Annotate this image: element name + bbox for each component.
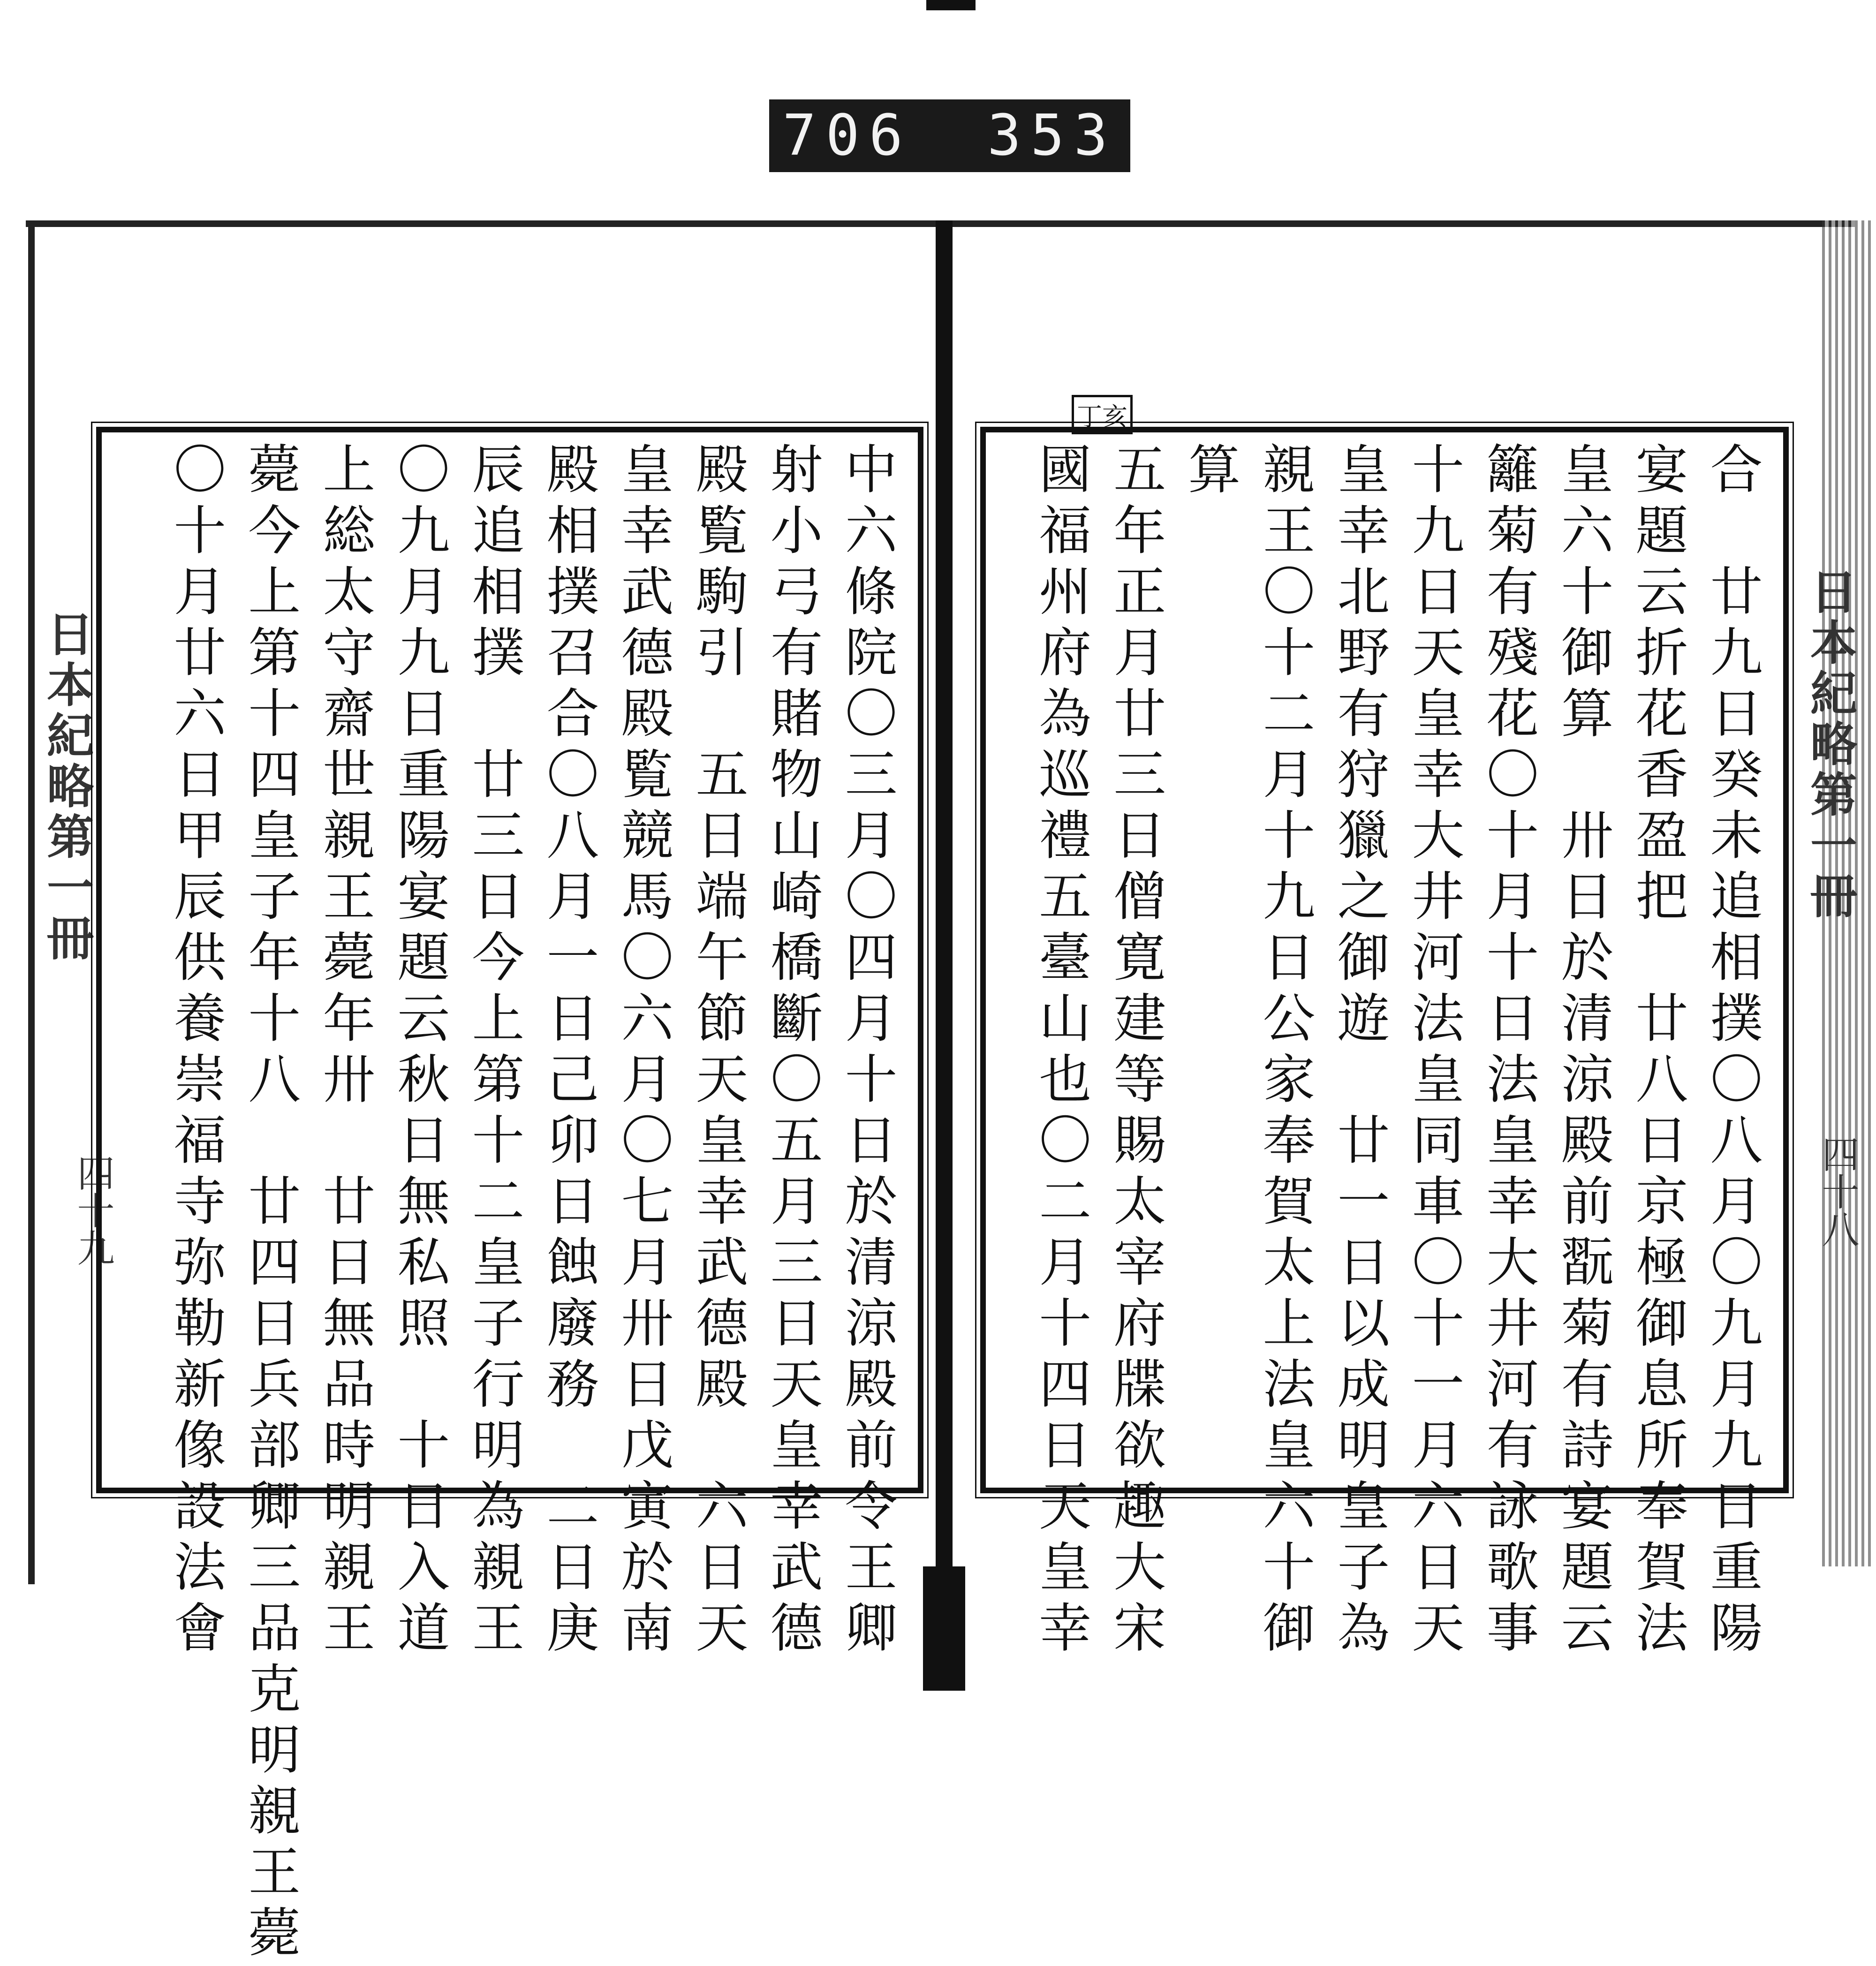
film-frame-label <box>769 99 1130 172</box>
text-column: 籬菊有殘花〇十月十日法皇幸大井河有詠歌事 <box>1477 442 1539 1661</box>
text-column: 國福州府為巡禮五臺山也〇二月十四日天皇幸 <box>1030 442 1091 1661</box>
text-column: 五年正月廿三日僧寛建等賜太宰府牒欲趣大宋 <box>1104 442 1166 1661</box>
text-column: 親王〇十二月十九日公家奉賀太上法皇六十御 <box>1254 442 1315 1661</box>
right-folio: 四十八 <box>1815 1135 1859 1248</box>
text-column: 〇十月廿六日甲辰供養崇福寺弥勒新像設法會 <box>165 442 226 1661</box>
text-column: 中六條院〇三月〇四月十日於清涼殿前令王卿 <box>836 442 897 1661</box>
text-column: 上総太守齋世親王薨年卅 廿日無品時明親王 <box>314 442 375 1661</box>
film-top-mark <box>926 0 976 10</box>
text-column: 殿覧駒引 五日端午節天皇幸武德殿 六日天 <box>687 442 748 1661</box>
text-column: 宴題云折花香盈把 廿八日京極御息所奉賀法 <box>1626 442 1688 1661</box>
text-column: 皇六十御算 卅日於清涼殿前翫菊有詩宴題云 <box>1552 442 1613 1661</box>
book-spine <box>936 220 953 1691</box>
book-spine-foot <box>923 1566 965 1691</box>
text-column: 辰追相撲 廿三日今上第十二皇子行明為親王 <box>463 442 524 1661</box>
film-frame-number: 353 <box>987 103 1117 168</box>
text-column: 皇幸武德殿覧競馬〇六月〇七月卅日戊寅於南 <box>612 442 673 1661</box>
left-text-columns <box>116 442 904 1966</box>
text-column: 射小弓有賭物山崎橋斷〇五月三日天皇幸武德 <box>761 442 823 1661</box>
left-folio: 四十九 <box>71 1154 114 1266</box>
text-column: 薨今上第十四皇子年十八 廿四日兵部卿三品克明親王薨 <box>239 442 301 1966</box>
left-text-frame <box>96 427 923 1966</box>
right-text-frame <box>980 427 1789 1661</box>
text-column: 皇幸北野有狩獵之御遊 廿一日以成明皇子為 <box>1328 442 1390 1661</box>
text-column: 殿相撲召合〇八月一日己卯日蝕廢務 二日庚 <box>537 442 599 1661</box>
corner-mark: 丁亥 <box>1072 395 1133 434</box>
text-column: 算 <box>1179 442 1241 503</box>
right-text-columns <box>1000 442 1769 1661</box>
text-column: 十九日天皇幸大井河法皇同車〇十一月六日天 <box>1403 442 1464 1661</box>
text-column: 合 廿九日癸未追相撲〇八月〇九月九日重陽 <box>1702 442 1763 1661</box>
text-column: 〇九月九日重陽宴題云秋日無私照 十日入道 <box>388 442 450 1661</box>
right-margin-title: 日本紀略第一冊 <box>1802 567 1858 922</box>
left-margin-title: 日本紀略第一冊 <box>39 610 94 964</box>
film-reel-number: 706 <box>782 103 912 168</box>
